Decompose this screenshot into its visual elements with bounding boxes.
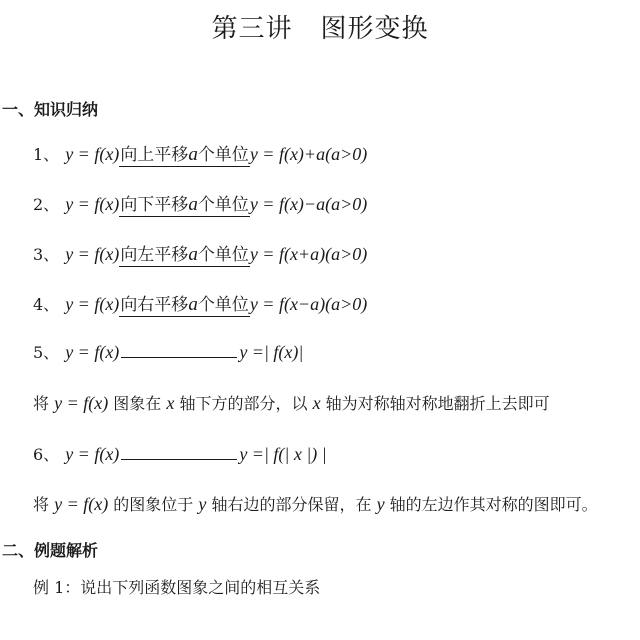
formula-lhs: y = f(x) [65,294,120,314]
section-heading-knowledge: 一、知识归纳 [2,100,99,119]
note-text: 将 [33,495,55,514]
note-formula: y = f(x) [54,494,109,514]
transform-label [119,140,250,167]
section-heading-examples: 二、例题解析 [2,541,99,560]
transform-unit: 个单位 [197,195,249,215]
item-number: 1、 [33,145,60,164]
example-1-label: 例 1：说出下列函数图象之间的相互关系 [33,578,321,597]
transform-op: 向左平移 [120,245,189,265]
formula-lhs: y = f(x) [65,342,120,362]
transform-op: 向右平移 [120,295,189,315]
transform-a: a [188,294,198,315]
note-item-5 [33,391,550,414]
note-text: 轴右边的部分保留，在 [206,495,377,514]
formula-lhs: y = f(x) [65,194,120,214]
note-text: 图象在 [108,394,167,413]
item-number: 4、 [33,295,60,314]
formula-rhs: y = f(x+a)(a>0) [249,244,368,264]
note-item-6 [33,492,598,515]
formula-rhs: y = f(x)−a(a>0) [249,194,368,214]
transform-label [119,190,250,217]
transform-a: a [188,194,198,215]
note-text: 的图象位于 [108,495,199,514]
item-number: 5、 [33,343,60,362]
title-part2: 图形变换 [320,14,429,44]
formula-row-4 [33,290,367,317]
transform-a: a [188,144,198,165]
note-text: 轴下方的部分，以 [174,394,313,413]
item-number: 2、 [33,195,60,214]
formula-rhs: y = f(x)+a(a>0) [249,144,368,164]
formula-lhs: y = f(x) [65,144,120,164]
transform-op: 向上平移 [120,145,189,165]
note-var: x [166,393,175,413]
transform-label [119,290,250,317]
item-number: 6、 [33,445,60,464]
formula-row-6 [33,442,327,465]
page-title [0,8,640,45]
formula-row-1 [33,140,367,167]
transform-unit: 个单位 [197,145,249,165]
note-var: x [312,393,321,413]
formula-row-2 [33,190,367,217]
item-number: 3、 [33,245,60,264]
formula-rhs: y = f(x−a)(a>0) [249,294,368,314]
note-text: 轴为对称轴对称地翻折上去即可 [320,394,550,413]
title-part1: 第三讲 [211,14,293,44]
fill-in-blank [121,445,237,460]
transform-unit: 个单位 [197,295,249,315]
formula-lhs: y = f(x) [65,444,120,464]
note-var: y [198,494,207,514]
formula-lhs: y = f(x) [65,244,120,264]
fill-in-blank [121,343,237,358]
note-text: 将 [33,394,55,413]
transform-unit: 个单位 [197,245,249,265]
note-formula: y = f(x) [54,393,109,413]
note-var: y [376,494,385,514]
transform-label [119,240,250,267]
formula-row-5 [33,340,303,363]
formula-row-3 [33,240,367,267]
formula-rhs: y =| f(x)| [239,342,304,362]
formula-rhs: y =| f(| x |) | [239,444,327,464]
note-text: 轴的左边作其对称的图即可。 [384,495,598,514]
transform-op: 向下平移 [120,195,189,215]
transform-a: a [188,244,198,265]
